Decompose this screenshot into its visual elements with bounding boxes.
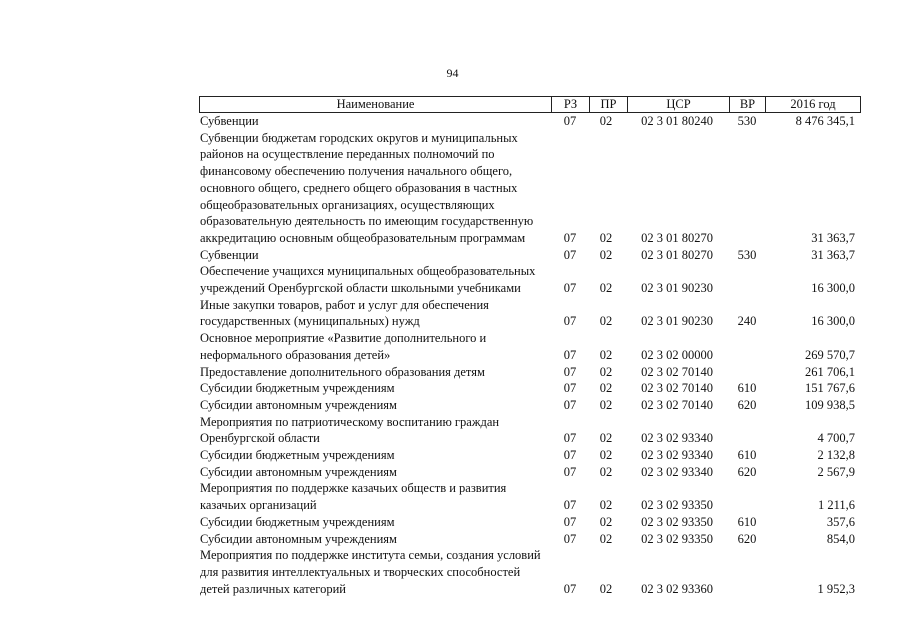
- row-rz: 07: [563, 498, 577, 513]
- row-name: Субсидии автономным учреждениям: [200, 531, 397, 546]
- row-csr: 02 3 02 00000: [641, 347, 713, 362]
- header-year: 2016 год: [765, 97, 860, 112]
- header-vr: ВР: [729, 97, 765, 112]
- row-sum: 16 300,0: [811, 314, 855, 329]
- header-rz: РЗ: [551, 97, 589, 112]
- row-rz: 07: [563, 448, 577, 463]
- row-pr: 02: [599, 247, 613, 262]
- row-name: Иные закупки товаров, работ и услуг для обеспечения государственных (муниципальных) нужд: [200, 297, 489, 329]
- row-name: Основное мероприятие «Развитие дополнительного и неформального образования детей»: [200, 331, 487, 362]
- header-csr: ЦСР: [627, 97, 729, 112]
- row-sum: 31 363,7: [811, 230, 855, 245]
- row-sum: 1 952,3: [817, 581, 855, 596]
- row-pr: 02: [599, 498, 613, 513]
- row-pr: 02: [599, 431, 613, 446]
- table-row: [199, 464, 861, 481]
- row-vr: 610: [737, 448, 757, 463]
- row-csr: 02 3 02 93340: [641, 464, 713, 479]
- row-csr: 02 3 01 80240: [641, 114, 713, 128]
- row-vr: 610: [737, 514, 757, 529]
- row-rz: 07: [563, 464, 577, 479]
- row-sum: 261 706,1: [805, 364, 855, 379]
- row-name: Субсидии бюджетным учреждениям: [200, 381, 395, 396]
- row-vr: 240: [737, 314, 757, 329]
- row-sum: 31 363,7: [811, 247, 855, 262]
- row-pr: 02: [599, 114, 613, 128]
- row-pr: 02: [599, 397, 613, 412]
- row-vr: 530: [737, 247, 757, 262]
- row-rz: 07: [563, 114, 577, 128]
- table-row: [199, 113, 861, 130]
- table-row: [199, 130, 861, 247]
- row-rz: 07: [563, 431, 577, 446]
- row-name: Субвенции: [200, 114, 259, 128]
- row-pr: 02: [599, 448, 613, 463]
- row-csr: 02 3 02 93350: [641, 531, 713, 546]
- row-csr: 02 3 02 93340: [641, 448, 713, 463]
- row-pr: 02: [599, 347, 613, 362]
- table-row: [199, 514, 861, 531]
- row-csr: 02 3 02 93340: [641, 431, 713, 446]
- table-row: [199, 397, 861, 414]
- row-pr: 02: [599, 381, 613, 396]
- table-row: [199, 531, 861, 548]
- row-name: Мероприятия по патриотическому воспитанию граждан Оренбургской области: [200, 414, 500, 446]
- table-row: [199, 297, 861, 330]
- row-csr: 02 3 01 80270: [641, 230, 713, 245]
- row-csr: 02 3 02 70140: [641, 364, 713, 379]
- row-csr: 02 3 02 93350: [641, 498, 713, 513]
- row-sum: 269 570,7: [805, 347, 855, 362]
- row-pr: 02: [599, 514, 613, 529]
- table-header: [199, 96, 861, 113]
- row-rz: 07: [563, 397, 577, 412]
- row-rz: 07: [563, 531, 577, 546]
- table-row: [199, 330, 861, 363]
- table-row: [199, 480, 861, 513]
- row-name: Субсидии автономным учреждениям: [200, 464, 397, 479]
- row-pr: 02: [599, 281, 613, 296]
- row-sum: 2 132,8: [817, 448, 855, 463]
- row-vr: 620: [737, 531, 757, 546]
- row-sum: 1 211,6: [817, 498, 855, 513]
- row-sum: 151 767,6: [805, 381, 855, 396]
- row-pr: 02: [599, 230, 613, 245]
- table-row: [199, 447, 861, 464]
- row-rz: 07: [563, 347, 577, 362]
- row-pr: 02: [599, 364, 613, 379]
- row-rz: 07: [563, 314, 577, 329]
- row-pr: 02: [599, 464, 613, 479]
- table-row: [199, 364, 861, 381]
- row-rz: 07: [563, 364, 577, 379]
- header-pr: ПР: [589, 97, 627, 112]
- table-row: [199, 547, 861, 597]
- row-name: Предоставление дополнительного образования детям: [200, 364, 485, 379]
- row-name: Субвенции: [200, 247, 259, 262]
- row-csr: 02 3 02 93360: [641, 581, 713, 596]
- row-pr: 02: [599, 581, 613, 596]
- table-row: [199, 263, 861, 296]
- row-sum: 109 938,5: [805, 397, 855, 412]
- row-rz: 07: [563, 581, 577, 596]
- row-csr: 02 3 01 90230: [641, 314, 713, 329]
- row-sum: 2 567,9: [817, 464, 855, 479]
- row-csr: 02 3 01 90230: [641, 281, 713, 296]
- row-sum: 4 700,7: [817, 431, 855, 446]
- row-name: Субвенции бюджетам городских округов и муниципальных районов на осуществление переданных полномочий по финансовому обеспечению получения начального общего, основного общего, среднего общего образования в частных общеобразовательных организациях, осуществляющих образовательную деятельность по имеющим государственную аккредитацию основным общеобразовательным программам: [200, 130, 534, 245]
- row-sum: 357,6: [826, 514, 855, 529]
- row-pr: 02: [599, 531, 613, 546]
- row-rz: 07: [563, 247, 577, 262]
- row-vr: 620: [737, 464, 757, 479]
- row-name: Субсидии бюджетным учреждениям: [200, 514, 395, 529]
- row-name: Обеспечение учащихся муниципальных общеобразовательных учреждений Оренбургской области школьными учебниками: [200, 264, 536, 296]
- budget-table: [199, 96, 861, 597]
- row-sum: 854,0: [826, 531, 855, 546]
- page-number: 94: [446, 66, 459, 80]
- table-row: [199, 414, 861, 447]
- row-vr: 610: [737, 381, 757, 396]
- row-name: Мероприятия по поддержке института семьи, создания условий для развития интеллектуальных и творческих способностей детей различных категорий: [200, 548, 541, 596]
- header-name: Наименование: [336, 97, 415, 111]
- row-vr: 620: [737, 397, 757, 412]
- row-sum: 16 300,0: [811, 281, 855, 296]
- row-csr: 02 3 02 70140: [641, 397, 713, 412]
- table-body: [199, 113, 861, 597]
- row-rz: 07: [563, 230, 577, 245]
- row-rz: 07: [563, 514, 577, 529]
- row-pr: 02: [599, 314, 613, 329]
- row-name: Субсидии автономным учреждениям: [200, 397, 397, 412]
- row-csr: 02 3 02 70140: [641, 381, 713, 396]
- table-row: [199, 380, 861, 397]
- row-rz: 07: [563, 281, 577, 296]
- row-name: Мероприятия по поддержке казачьих обществ и развития казачьих организаций: [200, 481, 507, 513]
- row-name: Субсидии бюджетным учреждениям: [200, 448, 395, 463]
- row-rz: 07: [563, 381, 577, 396]
- row-csr: 02 3 01 80270: [641, 247, 713, 262]
- row-vr: 530: [737, 114, 757, 128]
- row-csr: 02 3 02 93350: [641, 514, 713, 529]
- row-sum: 8 476 345,1: [795, 114, 855, 128]
- table-row: [199, 247, 861, 264]
